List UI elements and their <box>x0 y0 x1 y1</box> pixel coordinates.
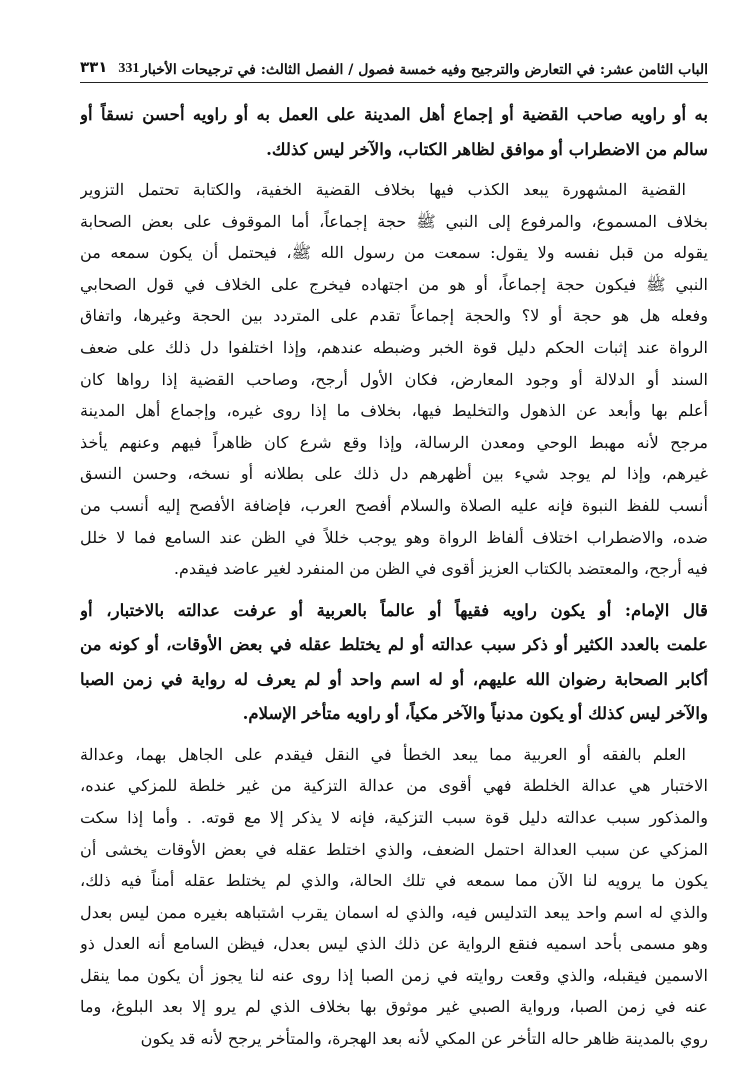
text-line: به أو راويه صاحب القضية أو إجماع أهل المدينة على العمل به أو راويه أحسن نسقاً أو <box>80 104 708 124</box>
text-line: سالم من الاضطراب أو موافق لظاهر الكتاب، والآخر ليس كذلك. <box>266 138 708 159</box>
running-header <box>80 52 708 83</box>
text-line: وهو مسمى بأحد اسميه فنقع الرواية عن ذلك الذي ليس بعدل، فيظن السامع أنه العدل ذو <box>80 934 708 954</box>
text-line: النبي ﷺ فيكون حجة إجماعاً، أو هو من اجتهاده فيخرج على الخلاف في قول الصحابي <box>80 274 708 294</box>
page-number-arabic: ٣٣١ <box>80 58 108 76</box>
text-line: روي بالمدينة ظاهر حاله التأخر عن المكي لأنه بعد الهجرة، والمتأخر يرجح لأنه قد يكون <box>140 1029 708 1049</box>
text-line: أكابر الصحابة رضوان الله عليهم، أو له اسم واحد أو لم يعرف له رواية في زمن الصبا <box>80 668 708 689</box>
text-line: قال الإمام: أو يكون راويه فقيهاً أو عالماً بالعربية أو عرفت عدالته بالاختبار، أو <box>80 599 708 620</box>
commentary-paragraph <box>80 739 708 1055</box>
book-page <box>80 52 708 1063</box>
text-line: الرواة عند إثبات الحكم دليل قوة الخبر وضبطه عندهم، وإذا اختلفوا دل ذلك على ضعف <box>80 337 708 357</box>
text-line: العلم بالفقه أو العربية مما يبعد الخطأ في النقل فيقدم على الجاهل بهما، وعدالة <box>80 744 686 764</box>
text-line: المزكي عن سبب العدالة احتمل الضعف، والذي اختلط عقله في بعض الأوقات يخشى أن <box>80 839 708 859</box>
text-line: أنسب للفظ النبوة فإنه عليه الصلاة والسلام أفصح العرب، فإضافة الأفصح إليه أنسب من <box>80 495 708 515</box>
text-line: علمت بالعدد الكثير أو ذكر سبب عدالته أو لم يختلط عقله في بعض الأوقات، أو كونه من <box>80 634 708 655</box>
page-number <box>80 58 139 82</box>
matn-paragraph <box>80 593 708 731</box>
text-line: السند أو الدلالة أو وجود المعارض، فكان الأول أرجح، وصاحب القضية إذا رواها كان <box>80 369 708 389</box>
commentary-paragraph <box>80 174 708 585</box>
page-number-latin: 331 <box>118 61 140 76</box>
text-line: بخلاف المسموع، والمرفوع إلى النبي ﷺ حجة إجماعاً، أما الموقوف على بعض الصحابة <box>80 211 708 231</box>
text-line: أعلم بها وأبعد عن الذهول والتخليط فيها، بخلاف ما إذا روى غيره، وإجماع أهل المدينة <box>80 401 708 421</box>
text-line: فيه أرجح، والمعتضد بالكتاب العزيز أقوى في الظن من المنفرد لغير عاضد فيقدم. <box>173 559 708 579</box>
text-line: ضده، والاضطراب اختلاف ألفاظ الرواة وهو يوجب خللاً في الظن عند السامع فما لا خلل <box>80 527 708 547</box>
text-line: والمذكور سبب عدالته دليل قوة سبب التزكية، فإنه لا يذكر إلا مع قوته. . وأما إذا سكت <box>80 807 708 827</box>
page-body <box>80 97 708 1055</box>
matn-paragraph <box>80 97 708 166</box>
text-line: والذي له اسم واحد يبعد التدليس فيه، والذي له اسمان يقرب اشتباهه بغيره ممن ليس بعدل <box>80 902 708 922</box>
text-line: مرجح لأنه مهبط الوحي ومعدن الرسالة، وإذا وقع شرع كان ظاهراً فيهم وعنهم يأخذ <box>80 432 708 452</box>
text-line: غيرهم، وإذا لم يوجد شيء بين أظهرهم دل ذلك على بطلانه أو نسخه، وحسن النسق <box>80 464 708 484</box>
header-title: الباب الثامن عشر: في التعارض والترجيح وفيه خمسة فصول / الفصل الثالث: في ترجيحات الأخبار <box>140 62 708 78</box>
text-line: وفعله هل هو حجة أو لا؟ والحجة إجماعاً تقدم على المتردد بين الحجة وغيرها، واتفاق <box>80 306 708 326</box>
text-line: القضية المشهورة يبعد الكذب فيها بخلاف القضية الخفية، والكتابة تحتمل التزوير <box>80 180 686 199</box>
text-line: الاختبار هي عدالة الخلطة فهي أقوى من عدالة التزكية من غير خلطة للمزكي عنده، <box>80 776 708 796</box>
text-line: والآخر ليس كذلك أو يكون مدنياً والآخر مكياً، أو راويه متأخر الإسلام. <box>242 703 708 724</box>
text-line: يكون ما يرويه لنا الآن مما سمعه في تلك الحالة، والذي لم يختلط عقله أمناً فيه ذلك، <box>80 871 708 891</box>
text-line: عنه في زمن الصبا، ورواية الصبي غير موثوق بها بخلاف الذي لم يرو إلا بعد البلوغ، وما <box>80 997 708 1017</box>
text-line: يقوله من قبل نفسه ولا يقول: سمعت من رسول الله ﷺ، فيحتمل أن يكون سمعه من <box>80 243 708 263</box>
text-line: الاسمين فيقبله، والذي وقعت روايته في زمن الصبا إذا روى عنه لنا يجوز أن يكون مما ينقل <box>80 965 708 985</box>
